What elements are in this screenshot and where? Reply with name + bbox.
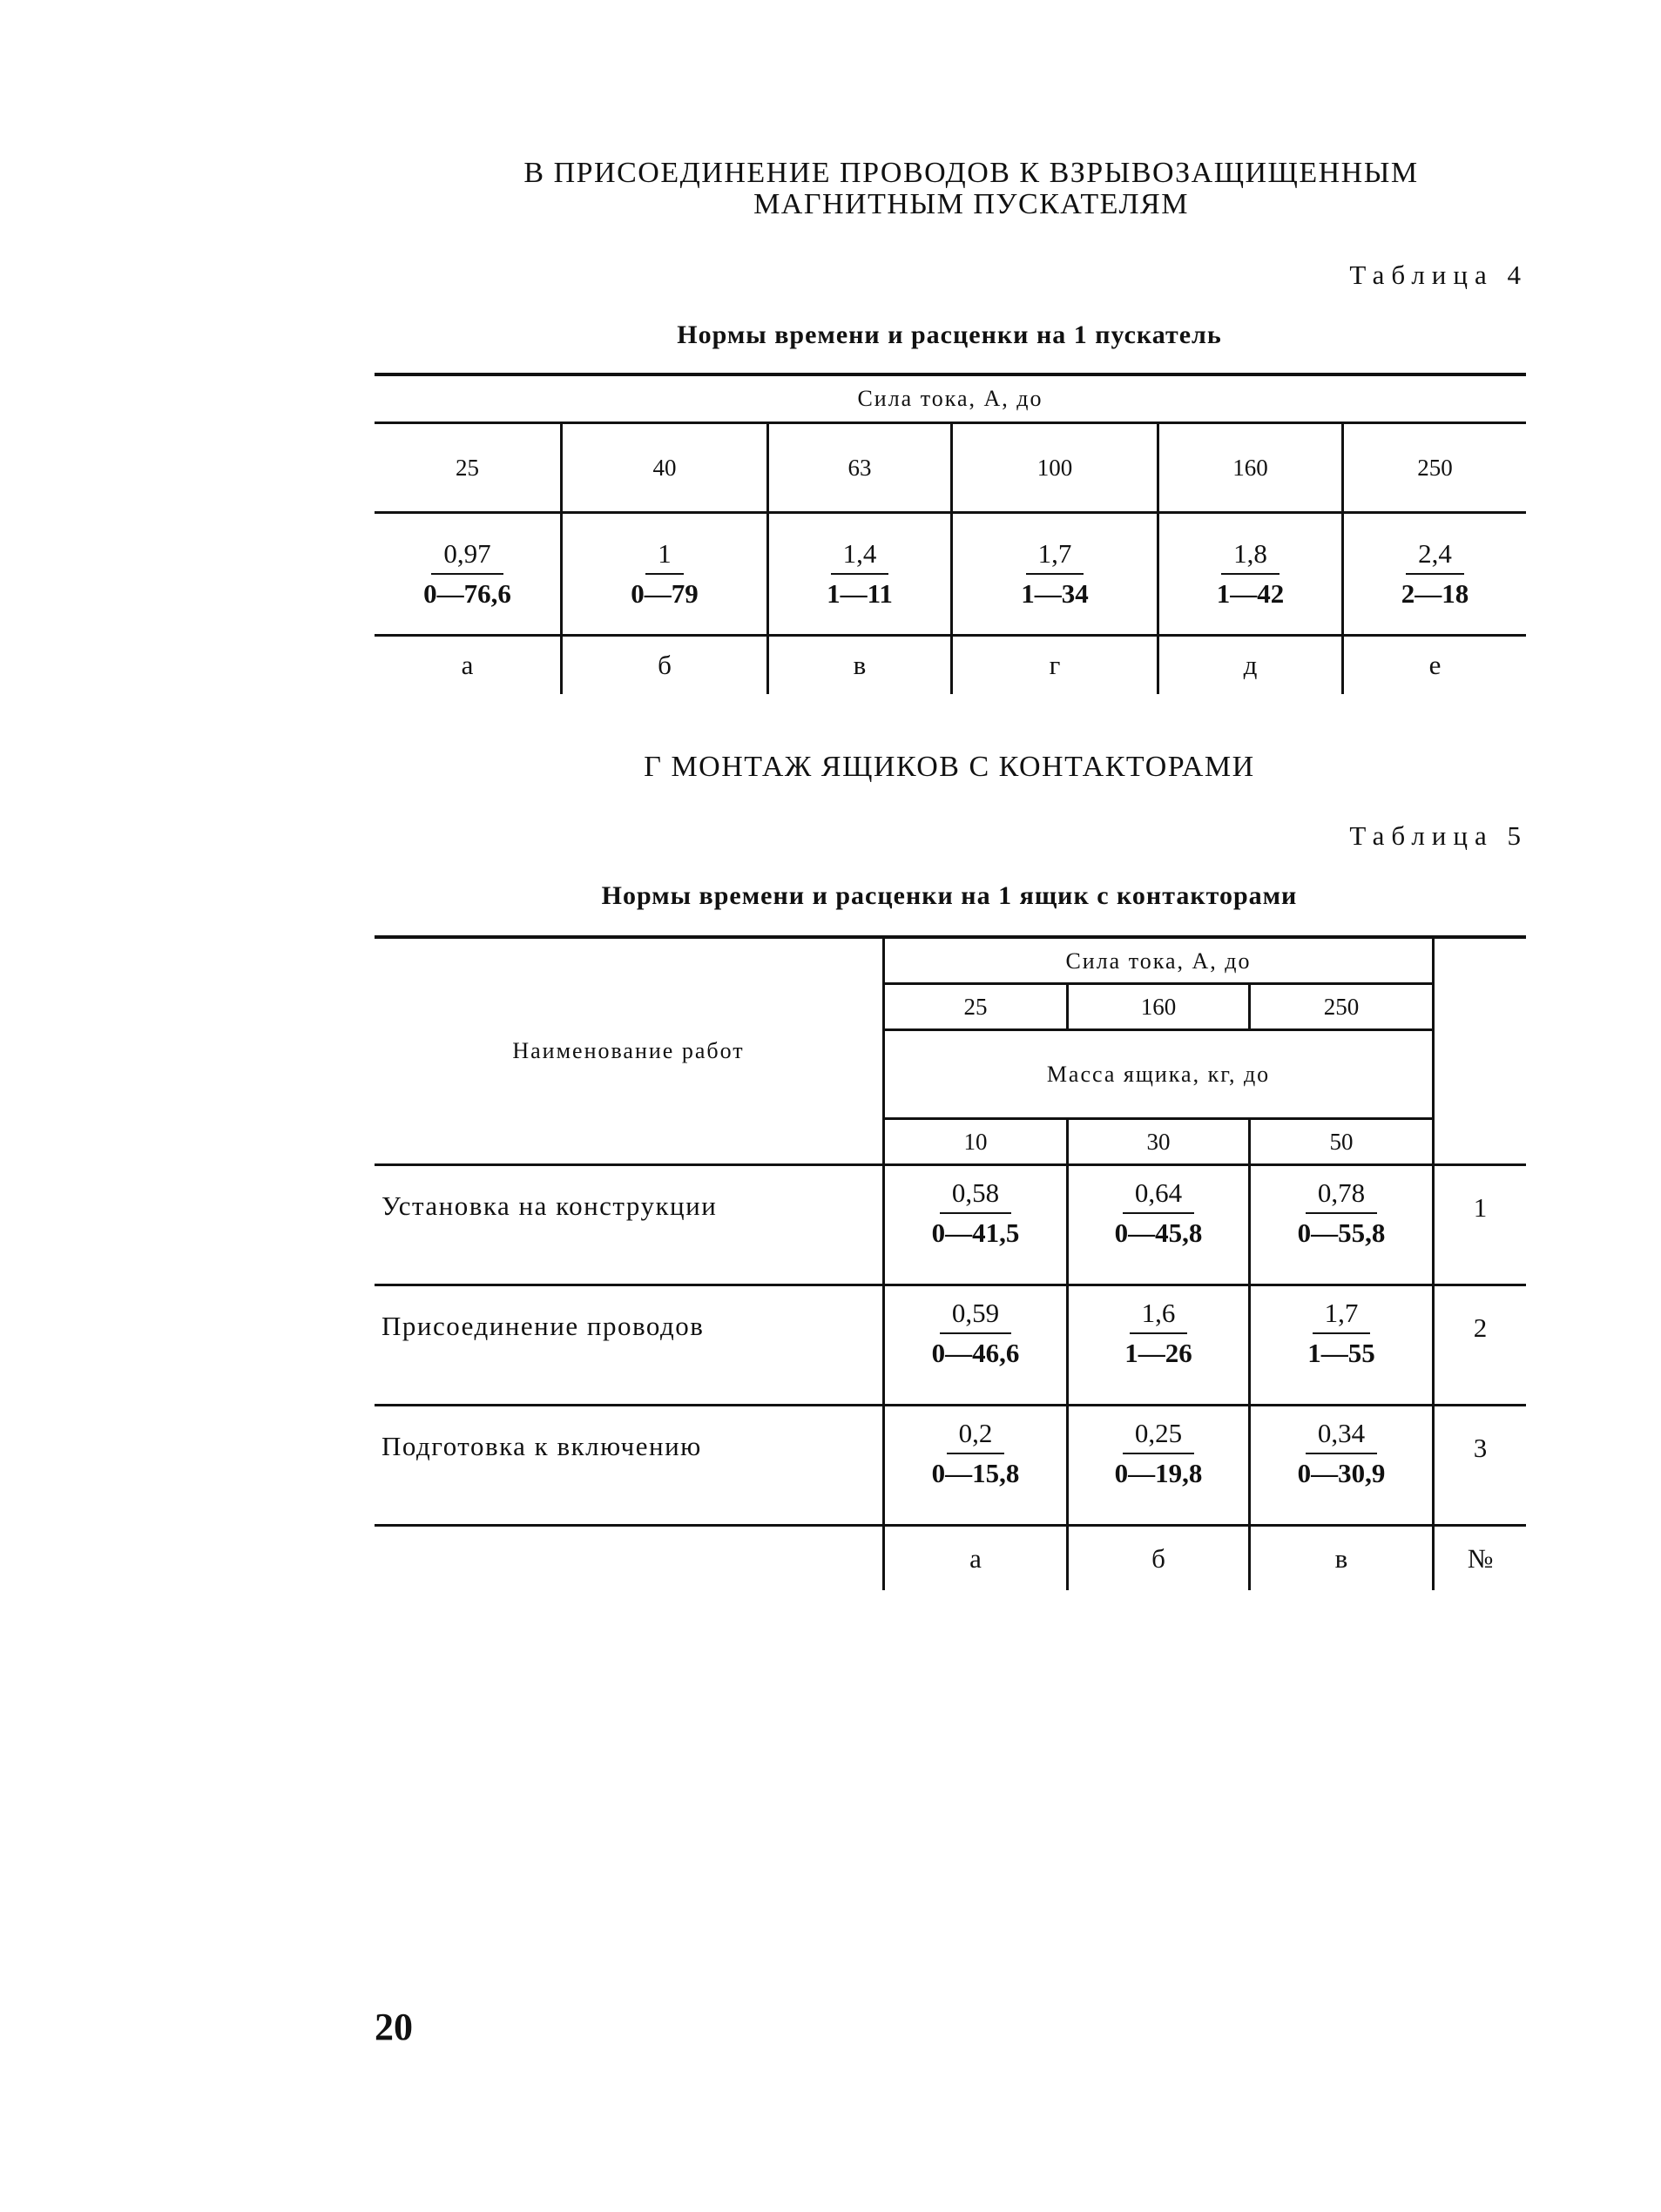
table5-value-cell [1251, 1176, 1432, 1271]
section-v-title-line1: В ПРИСОЕДИНЕНИЕ ПРОВОДОВ К ВЗРЫВОЗАЩИЩЕННЫМ [523, 157, 1419, 189]
table4-col-header: 160 [1232, 454, 1268, 481]
table4-col-header: 40 [652, 454, 677, 481]
price: 0—55,8 [1297, 1217, 1386, 1248]
norm-time: 1 [645, 536, 684, 575]
table4-caption: Нормы времени и расценки на 1 пускатель [677, 320, 1222, 349]
table4-label: Таблица 4 [1349, 260, 1528, 290]
table5-letter: б [1151, 1542, 1165, 1574]
table5-rule [375, 1284, 1526, 1286]
table5-label: Таблица 5 [1349, 820, 1528, 851]
table5-current-value: 250 [1323, 994, 1360, 1020]
table5-mass-value: 50 [1329, 1128, 1354, 1155]
table4-letter: е [1428, 650, 1442, 680]
table5-value-cell [885, 1296, 1066, 1392]
table5-rule [375, 1163, 1526, 1166]
table5-current-value: 25 [963, 994, 988, 1020]
price: 1—34 [1021, 578, 1089, 609]
price: 1—42 [1216, 578, 1285, 609]
table5-mass-value: 10 [963, 1128, 988, 1155]
table5-caption: Нормы времени и расценки на 1 ящик с контакторами [601, 881, 1298, 910]
norm-time: 0,25 [1123, 1416, 1194, 1454]
price: 1—55 [1307, 1338, 1375, 1368]
table5-value-cell [1251, 1416, 1432, 1512]
table5-no-label: № [1467, 1542, 1494, 1574]
table5-row-number: 3 [1473, 1433, 1488, 1463]
table4-letter: в [853, 650, 867, 680]
table5-value-cell [1069, 1296, 1248, 1392]
table5-letter: в [1334, 1542, 1348, 1574]
table4-letter: г [1049, 650, 1061, 680]
table5-row-name: Установка на конструкции [381, 1190, 718, 1221]
price: 0—79 [631, 578, 699, 609]
price: 0—41,5 [931, 1217, 1020, 1248]
table5-letter: а [969, 1542, 982, 1574]
table5-mass-value: 30 [1146, 1128, 1171, 1155]
table5-row-number: 1 [1473, 1192, 1488, 1223]
table5-col-divider [1432, 939, 1435, 1590]
table5-current-header: Сила тока, А, до [1065, 948, 1252, 974]
table5-row-name: Присоединение проводов [381, 1311, 705, 1341]
table4-col-header: 63 [847, 454, 872, 481]
table4-group-header: Сила тока, А, до [857, 386, 1043, 411]
table5-value-cell [1251, 1296, 1432, 1392]
norm-time: 0,64 [1123, 1176, 1194, 1214]
table4-letter: д [1243, 650, 1258, 680]
norm-time: 0,97 [431, 536, 503, 575]
table4-letter: б [658, 650, 672, 680]
price: 0—30,9 [1297, 1458, 1386, 1488]
table4-col-header: 100 [1036, 454, 1073, 481]
table5-value-cell [1069, 1176, 1248, 1271]
price: 2—18 [1401, 578, 1469, 609]
norm-time: 1,7 [1313, 1296, 1371, 1334]
table4-col-header: 25 [456, 454, 479, 481]
table4-value-cell [769, 514, 950, 634]
table4-value-cell [375, 514, 560, 634]
table5-value-cell [885, 1176, 1066, 1271]
section-v-title-line2: МАГНИТНЫМ ПУСКАТЕЛЯМ [753, 188, 1189, 220]
table5-value-cell [1069, 1416, 1248, 1512]
table4-value-cell [1344, 514, 1526, 634]
norm-time: 1,7 [1026, 536, 1084, 575]
norm-time: 0,58 [940, 1176, 1011, 1214]
norm-time: 2,4 [1406, 536, 1464, 575]
norm-time: 1,6 [1130, 1296, 1188, 1334]
table5-current-value: 160 [1140, 994, 1177, 1020]
price: 0—46,6 [931, 1338, 1020, 1368]
table5-name-header: Наименование работ [512, 1038, 745, 1063]
table5-mass-header: Масса ящика, кг, до [1046, 1062, 1271, 1087]
table5-row-name: Подготовка к включению [381, 1431, 702, 1461]
price: 0—45,8 [1114, 1217, 1203, 1248]
norm-time: 1,8 [1221, 536, 1280, 575]
price: 1—26 [1124, 1338, 1192, 1368]
norm-time: 1,4 [831, 536, 889, 575]
norm-time: 0,78 [1306, 1176, 1377, 1214]
table5-row-number: 2 [1473, 1312, 1488, 1343]
section-g-title: Г МОНТАЖ ЯЩИКОВ С КОНТАКТОРАМИ [644, 751, 1255, 783]
norm-time: 0,2 [947, 1416, 1005, 1454]
price: 0—15,8 [931, 1458, 1020, 1488]
norm-time: 0,34 [1306, 1416, 1377, 1454]
page-number: 20 [375, 2006, 413, 2048]
table4-value-cell [563, 514, 766, 634]
price: 0—19,8 [1114, 1458, 1203, 1488]
table4-col-header: 250 [1417, 454, 1453, 481]
price: 1—11 [827, 578, 893, 609]
table5-value-cell [885, 1416, 1066, 1512]
table4-value-cell [953, 514, 1157, 634]
table4-letter: а [461, 650, 474, 680]
price: 0—76,6 [423, 578, 511, 609]
table5-rule [375, 1404, 1526, 1406]
norm-time: 0,59 [940, 1296, 1011, 1334]
table4-value-cell [1159, 514, 1341, 634]
